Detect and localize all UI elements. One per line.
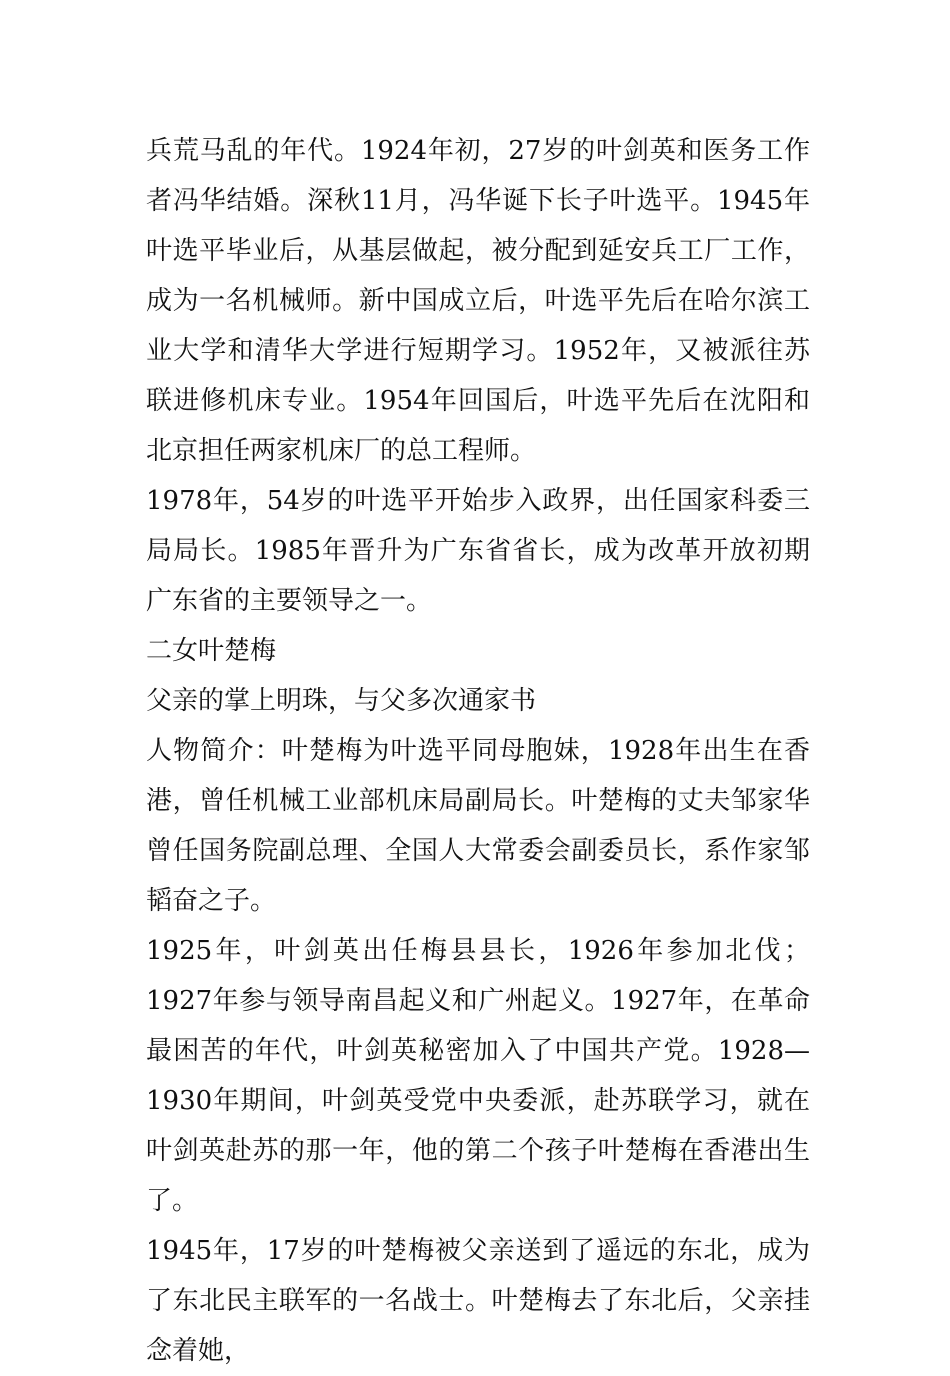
- section-subheading: 父亲的掌上明珠，与父多次通家书: [146, 686, 537, 716]
- paragraph-profile: 人物简介：叶楚梅为叶选平同母胞妹，1928年出生在香港，曾任机械工业部机床局副局长。叶楚梅的丈夫邹家华曾任国务院副总理、全国人大常委会副委员长，系作家邹韬奋之子。: [146, 736, 810, 916]
- paragraph-ye-xuanping-career: 1978年，54岁的叶选平开始步入政界，出任国家科委三局局长。1985年晋升为广东省省长，成为改革开放初期广东省的主要领导之一。: [146, 486, 810, 616]
- section-heading-ye-chumei: 二女叶楚梅: [146, 636, 277, 666]
- document-page: [146, 126, 810, 1376]
- paragraph-1945: 1945年，17岁的叶楚梅被父亲送到了遥远的东北，成为了东北民主联军的一名战士。叶楚梅去了东北后，父亲挂念着她，: [146, 1236, 810, 1366]
- paragraph-ye-xuanping-early: 兵荒马乱的年代。1924年初，27岁的叶剑英和医务工作者冯华结婚。深秋11月，冯华诞下长子叶选平。1945年叶选平毕业后，从基层做起，被分配到延安兵工厂工作，成为一名机械师。新中国成立后，叶选平先后在哈尔滨工业大学和清华大学进行短期学习。1952年，又被派往苏联进修机床专业。1954年回国后，叶选平先后在沈阳和北京担任两家机床厂的总工程师。: [146, 136, 810, 466]
- paragraph-ye-jianying-1925: 1925年，叶剑英出任梅县县长，1926年参加北伐；1927年参与领导南昌起义和广州起义。1927年，在革命最困苦的年代，叶剑英秘密加入了中国共产党。1928—1930年期间，叶剑英受党中央委派，赴苏联学习，就在叶剑英赴苏的那一年，他的第二个孩子叶楚梅在香港出生了。: [146, 936, 810, 1216]
